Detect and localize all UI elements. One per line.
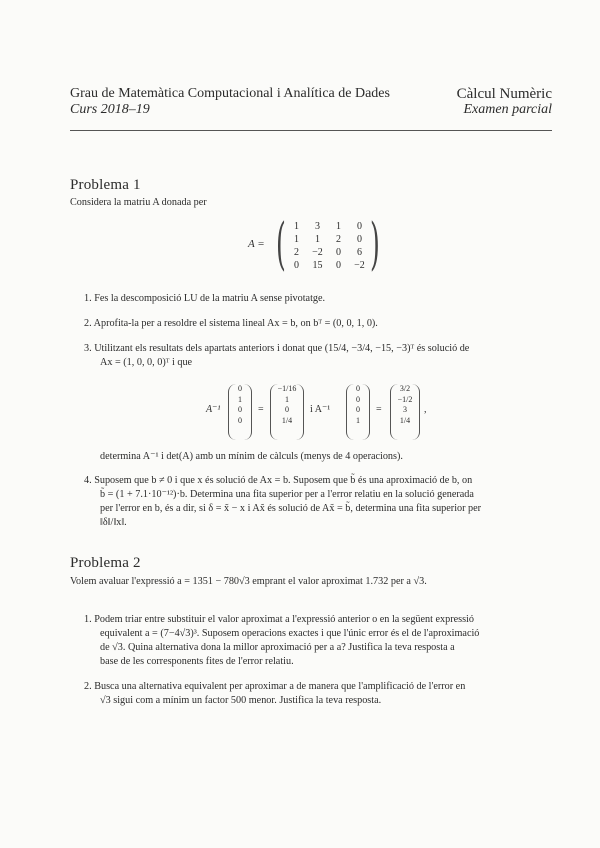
vector-entry: 0: [238, 384, 242, 393]
equals-sign: =: [258, 404, 264, 415]
problem1-intro: Considera la matriu A donada per: [70, 197, 207, 208]
matrix-cell: −2: [354, 260, 365, 271]
matrix-table: [286, 220, 370, 272]
matrix-cell: 0: [294, 260, 299, 271]
header-left: [70, 86, 390, 118]
problem2-intro: Volem avaluar l'expressió a = 1351 − 780√3 emprant el valor aproximat 1.732 per a √3.: [70, 576, 427, 587]
matrix-row: [286, 259, 370, 272]
problem2-item1-line2: equivalent a = (7−4√3)³. Suposem operacions exactes i que l'únic error és el de l'aproximació: [100, 628, 480, 639]
matrix-cell: −2: [312, 247, 323, 258]
matrix-row: [286, 233, 370, 246]
vector-entry: 1: [238, 394, 242, 404]
matrix-cell: 6: [357, 247, 362, 258]
eq-lhs: A⁻¹: [206, 404, 221, 415]
matrix-cell: 15: [312, 260, 323, 271]
vector-entry: 0: [238, 415, 242, 425]
degree-name: Grau de Matemàtica Computacional i Analítica de Dades: [70, 86, 390, 101]
matrix-cell: 0: [336, 247, 341, 258]
vector-entry: 3/2: [399, 384, 411, 393]
vector-entry: 0: [285, 405, 289, 414]
vector-2: [270, 384, 304, 440]
equals-sign: =: [376, 404, 382, 415]
matrix-cell: 0: [357, 234, 362, 245]
problem2-item2-line1: 2. Busca una alternativa equivalent per aproximar a de manera que l'amplificació de l'error en: [84, 681, 466, 692]
matrix-row: [286, 246, 370, 259]
vector-entry: 1/4: [399, 415, 411, 425]
header-right: [457, 86, 552, 118]
problem2-item2-line2: √3 sigui com a mínim un factor 500 menor. Justifica la teva resposta.: [100, 695, 382, 706]
problem1-item2: 2. Aprofita-la per a resoldre el sistema lineal Ax = b, on bᵀ = (0, 0, 1, 0).: [84, 318, 378, 329]
problem2-item1-line3: de √3. Quina alternativa dona la millor aproximació per a a? Justifica la teva resposta a: [100, 642, 455, 653]
vector-entry: 1: [356, 415, 360, 425]
vector-3: [346, 384, 370, 440]
problem1-item1: 1. Fes la descomposició LU de la matriu A sense pivotatge.: [84, 293, 326, 304]
matrix-cell: 0: [357, 221, 362, 232]
comma: ,: [424, 404, 427, 415]
eq-mid: i A⁻¹: [310, 404, 331, 415]
course-year: Curs 2018–19: [70, 102, 150, 117]
left-paren-icon: (: [276, 212, 286, 277]
vector-entry: 0: [356, 384, 360, 393]
vector-entry: 3: [403, 405, 407, 414]
matrix-cell: 1: [336, 221, 341, 232]
matrix-cell: 2: [336, 234, 341, 245]
problem1-item4-line2: b̃ = (1 + 7.1·10⁻¹²)·b. Determina una fita superior per a l'error relatiu en la solució generada: [100, 489, 474, 500]
vector-entry: 1/4: [281, 415, 293, 425]
vector-entry: 1: [285, 394, 289, 404]
problem1-item3-line3: determina A⁻¹ i det(A) amb un mínim de càlculs (menys de 4 operacions).: [100, 451, 403, 462]
vector-entry: 0: [356, 394, 360, 404]
problem1-title: Problema 1: [70, 177, 141, 193]
matrix-label: A =: [248, 238, 265, 250]
problem2-title: Problema 2: [70, 555, 141, 571]
problem2-item1-line4: base de les corresponents fites de l'error relatiu.: [100, 656, 294, 667]
problem1-item3-line2: Ax = (1, 0, 0, 0)ᵀ i que: [100, 357, 193, 368]
matrix-cell: 2: [294, 247, 299, 258]
matrix-cell: 3: [315, 221, 320, 232]
vector-entry: 0: [238, 405, 242, 414]
matrix-cell: 1: [315, 234, 320, 245]
vector-4: [390, 384, 420, 440]
header-rule: [70, 130, 552, 131]
matrix-cell: 0: [336, 260, 341, 271]
inverse-equations: [206, 382, 536, 442]
matrix-cell: 1: [294, 221, 299, 232]
right-paren-icon: ): [370, 212, 380, 277]
problem1-item4-line4: ‖δ‖/‖x‖.: [100, 517, 127, 528]
matrix-cell: 1: [294, 234, 299, 245]
matrix-body: [276, 212, 380, 277]
vector-entry: −1/2: [397, 394, 413, 404]
problem1-item3-line1: 3. Utilitzant els resultats dels apartats anteriors i donat que (15/4, −3/4, −15, −3)ᵀ és solució de: [84, 343, 470, 354]
vector-entry: 0: [356, 405, 360, 414]
subject-name: Càlcul Numèric: [456, 86, 552, 102]
problem2-item1-line1: 1. Podem triar entre substituir el valor aproximat a l'expressió anterior o en la següent expressió: [84, 614, 474, 625]
problem1-item4-line3: per l'error en b, és a dir, si δ = x̃ − x i Ax̃ és solució de Ax̃ = b̃, determina una fita superior per: [100, 503, 482, 514]
exam-type: Examen parcial: [463, 102, 552, 117]
matrix-a: [248, 212, 380, 277]
vector-entry: −1/16: [277, 384, 297, 393]
problem1-item4-line1: 4. Suposem que b ≠ 0 i que x és solució de Ax = b. Suposem que b̃ és una aproximació de b, on: [84, 475, 473, 486]
vector-1: [228, 384, 252, 440]
matrix-row: [286, 220, 370, 233]
